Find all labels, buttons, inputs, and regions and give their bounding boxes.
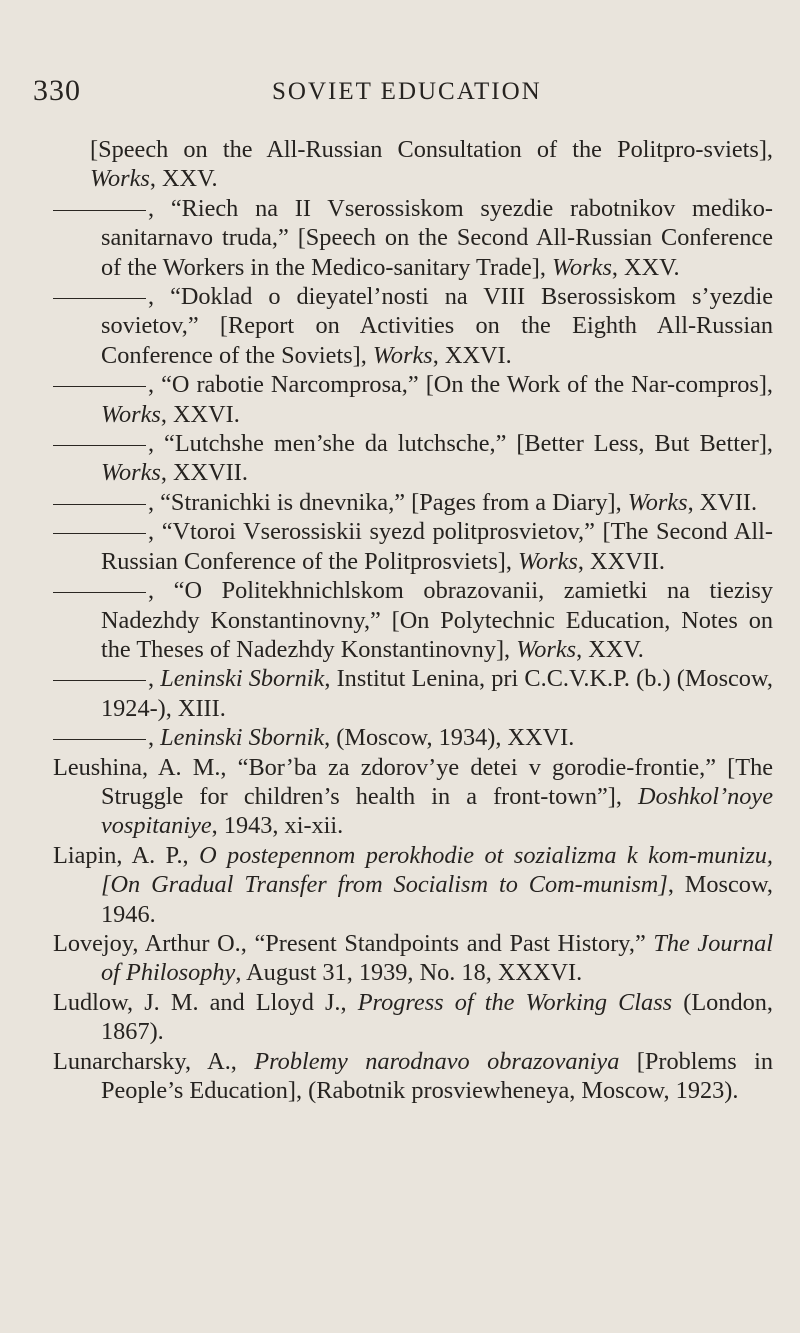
entry-text: , August 31, 1939, No. 18, XXXVI. [235, 959, 583, 987]
bibliography-entry [53, 988, 773, 1047]
entry-work-title: Progress of the Working Class [357, 988, 673, 1016]
entry-text: , “Stranichki is dnevnika,” [Pages from a Diary], [148, 488, 628, 516]
bibliography-entry [53, 841, 773, 929]
entry-text: [Problems in People’s Education], (Rabotnik prosviewheneya, Moscow, 1923). [101, 1047, 773, 1104]
entry-work-title: Leninski Sbornik [160, 665, 325, 693]
bibliography-entry [53, 488, 773, 517]
entry-text: , “O rabotie Narcomprosa,” [On the Work of the Nar-compros], [148, 371, 773, 399]
entry-text: , [148, 724, 161, 752]
repeat-author-dash [53, 298, 146, 299]
bibliography-entry [53, 517, 773, 576]
entry-work-title: Works [627, 488, 688, 516]
bibliography-entry [53, 282, 773, 370]
entry-text: , (Moscow, 1934), XXVI. [324, 724, 575, 752]
entry-text: , Institut Lenina, pri C.C.V.K.P. (b.) (Moscow, 1924-), XIII. [101, 665, 773, 722]
entry-work-title: O postepennom perokhodie ot sozializma k kom-munizu, [On Gradual Transfer from Socialism to Com-munism] [101, 841, 773, 899]
entry-work-title: Works [552, 253, 612, 281]
entry-text: , XVII. [687, 488, 758, 516]
bibliography-entry [53, 194, 773, 282]
entry-author: Ludlow, J. M. and Lloyd J., [53, 988, 358, 1016]
bibliography-entry [53, 929, 773, 988]
bibliography-entry [53, 429, 773, 488]
entry-work-title: Works [90, 165, 150, 193]
repeat-author-dash [53, 533, 146, 534]
entry-work-title: Works [101, 459, 161, 487]
entry-work-title: Problemy narodnavo obrazovaniya [254, 1047, 620, 1075]
entry-work-title: Works [516, 635, 577, 663]
repeat-author-dash [53, 210, 146, 211]
repeat-author-dash [53, 504, 146, 505]
bibliography-entry [53, 723, 773, 752]
repeat-author-dash [53, 680, 146, 681]
entry-text: [Speech on the All-Russian Consultation of the Politpro-sviets], [90, 136, 773, 163]
entry-author: Lovejoy, Arthur O., [53, 929, 255, 957]
entry-text: , 1943, xi-xii. [211, 812, 344, 840]
repeat-author-dash [53, 386, 146, 387]
entry-work-title: Works [518, 547, 578, 575]
entry-text: , XXVII. [160, 459, 248, 487]
entry-text: “Present Standpoints and Past History,” [254, 929, 654, 957]
entry-text: “Bor’ba za zdorov’ye detei v gorodie-frontie,” [The Struggle for children’s health in a front-town”], [101, 753, 774, 810]
entry-work-title: Doshkol’noye vospitaniye [101, 782, 773, 840]
bibliography-list [0, 135, 800, 1105]
entry-text: , “Vtoroi Vserossiskii syezd politprosvietov,” [The Second All-Russian Conference of the Politprosviets], [101, 518, 773, 575]
entry-work-title: Works [372, 341, 433, 369]
entry-text: , “Riech na II Vserossiskom syezdie rabotnikov mediko-sanitarnavo truda,” [Speech on the Second All-Russian Conference of the Workers in the Medico-sanitary Trade], [101, 194, 773, 281]
page-number: 330 [33, 74, 81, 107]
entry-text: , XXV. [149, 165, 218, 193]
entry-text: (London, 1867). [101, 988, 773, 1046]
page-header [0, 74, 800, 114]
entry-text: , [148, 665, 161, 693]
entry-text: , XXV. [611, 253, 680, 281]
bibliography-entry [53, 576, 773, 664]
entry-text: , “O Politekhnichlskom obrazovanii, zamietki na tiezisy Nadezhdy Konstantinovny,” [On Polytechnic Education, Notes on the Theses of Nadezhdy Konstantinovny], [101, 577, 773, 663]
repeat-author-dash [53, 592, 146, 593]
entry-text: , XXVII. [577, 547, 665, 575]
entry-work-title: Leninski Sbornik [160, 724, 325, 752]
bibliography-entry [53, 370, 773, 429]
entry-author: Leushina, A. M., [53, 753, 238, 781]
repeat-author-dash [53, 445, 146, 446]
entry-work-title: The Journal of Philosophy [101, 929, 773, 987]
bibliography-entry [53, 753, 773, 841]
bibliography-entry [53, 1047, 773, 1106]
entry-author: Lunarcharsky, A., [53, 1047, 255, 1075]
entry-work-title: Works [101, 400, 161, 428]
bibliography-entry [90, 135, 773, 194]
entry-text: , XXVI. [160, 400, 240, 428]
entry-author: Liapin, A. P., [53, 841, 200, 869]
repeat-author-dash [53, 739, 146, 740]
entry-text: , “Lutchshe men’she da lutchsche,” [Better Less, But Better], [148, 430, 773, 458]
running-head: SOVIET EDUCATION [272, 78, 542, 105]
entry-text: , XXV. [576, 635, 644, 663]
bibliography-entry [53, 664, 773, 723]
entry-text: , Moscow, 1946. [101, 871, 773, 928]
entry-text: , XXVI. [432, 341, 512, 369]
entry-text: , “Doklad o dieyatel’nosti na VIII Bserossiskom s’yezdie sovietov,” [Report on Activities on the Eighth All-Russian Conference of the Soviets], [101, 283, 773, 369]
